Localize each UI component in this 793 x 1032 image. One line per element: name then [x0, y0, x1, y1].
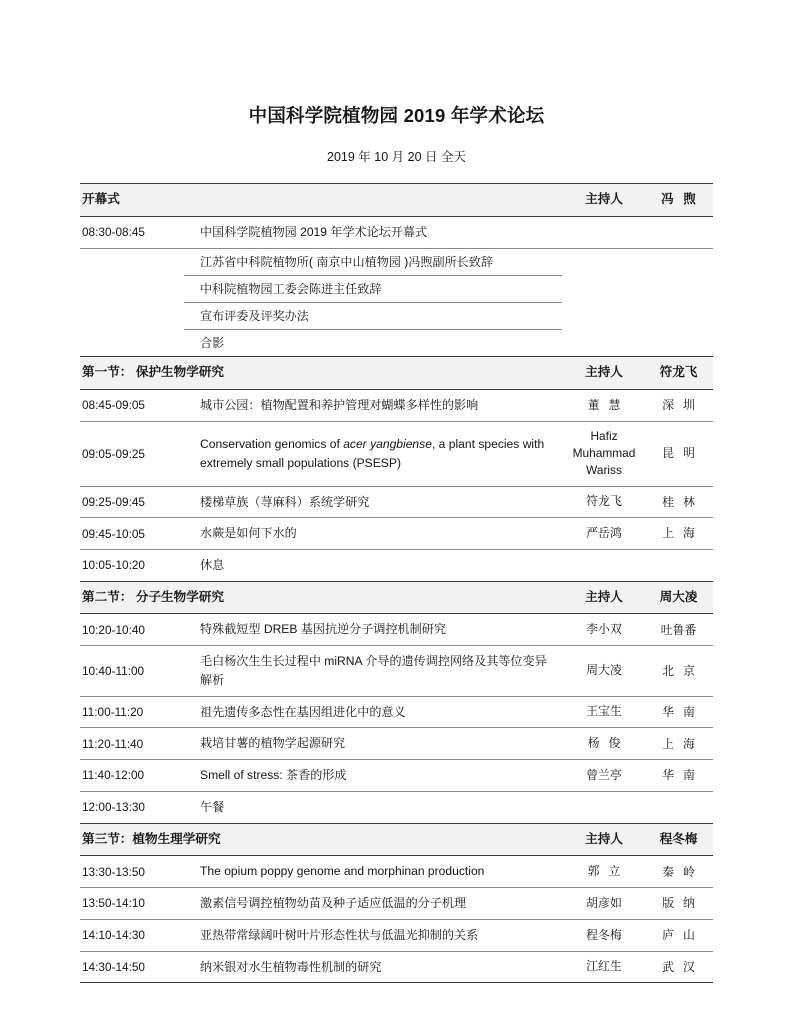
- row-place: 武汉: [646, 951, 713, 983]
- row-place: 华南: [646, 696, 713, 728]
- row-host: 李小双: [562, 614, 646, 646]
- row-host: 符龙飞: [562, 486, 646, 518]
- row-time: 14:30-14:50: [80, 951, 184, 983]
- row-topic: 中科院植物园工委会陈进主任致辞: [184, 275, 562, 302]
- agenda-row: [80, 614, 713, 646]
- agenda-row: [80, 728, 713, 760]
- section-host-label: 主持人: [562, 581, 646, 614]
- row-host: [562, 275, 646, 302]
- row-host: 郭立: [562, 856, 646, 888]
- row-time: 08:45-09:05: [80, 390, 184, 422]
- row-topic: 栽培甘薯的植物学起源研究: [184, 728, 562, 760]
- row-topic: 江苏省中科院植物所( 南京中山植物园 )冯煦副所长致辞: [184, 248, 562, 275]
- row-host: 周大凌: [562, 646, 646, 696]
- row-place: 上海: [646, 728, 713, 760]
- row-time: [80, 303, 184, 330]
- row-host: 严岳鸿: [562, 518, 646, 550]
- row-host: 程冬梅: [562, 919, 646, 951]
- row-topic: 激素信号调控植物幼苗及种子适应低温的分子机理: [184, 888, 562, 920]
- agenda-row: [80, 919, 713, 951]
- row-time: 09:05-09:25: [80, 421, 184, 486]
- section-title: 第三节：植物生理学研究: [80, 823, 562, 856]
- row-time: 10:40-11:00: [80, 646, 184, 696]
- row-host: Hafiz Muhammad Wariss: [562, 421, 646, 486]
- row-place: [646, 550, 713, 582]
- row-host: [562, 248, 646, 275]
- row-place: 秦岭: [646, 856, 713, 888]
- row-place: 吐鲁番: [646, 614, 713, 646]
- row-host: [562, 303, 646, 330]
- section-host-name: 冯煦: [646, 184, 713, 217]
- agenda-row: [80, 518, 713, 550]
- row-host: [562, 217, 646, 249]
- section-header-session-3: [80, 823, 713, 856]
- agenda-row: [80, 390, 713, 422]
- section-host-label: 主持人: [562, 823, 646, 856]
- row-host: [562, 550, 646, 582]
- agenda-subrow: [80, 330, 713, 357]
- row-host: [562, 330, 646, 357]
- row-topic: 宣布评委及评奖办法: [184, 303, 562, 330]
- agenda-body: [80, 184, 713, 983]
- agenda-row: [80, 696, 713, 728]
- agenda-subrow: [80, 275, 713, 302]
- row-place: [646, 330, 713, 357]
- row-topic: The opium poppy genome and morphinan production: [184, 856, 562, 888]
- row-place: 北京: [646, 646, 713, 696]
- row-time: 13:50-14:10: [80, 888, 184, 920]
- row-place: [646, 791, 713, 823]
- row-time: [80, 248, 184, 275]
- row-time: 13:30-13:50: [80, 856, 184, 888]
- row-place: [646, 248, 713, 275]
- row-topic: 城市公园：植物配置和养护管理对蝴蝶多样性的影响: [184, 390, 562, 422]
- agenda-row: [80, 421, 713, 486]
- section-host-name: 符龙飞: [646, 357, 713, 390]
- section-host-label: 主持人: [562, 184, 646, 217]
- row-time: 11:40-12:00: [80, 760, 184, 792]
- row-topic: Conservation genomics of acer yangbiense, a plant species with extremely small populations (PSESP): [184, 421, 562, 486]
- row-place: 桂林: [646, 486, 713, 518]
- row-topic: 休息: [184, 550, 562, 582]
- section-title: 开幕式: [80, 184, 562, 217]
- row-place: 上海: [646, 518, 713, 550]
- row-time: 12:00-13:30: [80, 791, 184, 823]
- section-title: 第二节： 分子生物学研究: [80, 581, 562, 614]
- section-header-opening: [80, 184, 713, 217]
- section-host-label: 主持人: [562, 357, 646, 390]
- row-place: 昆明: [646, 421, 713, 486]
- row-place: [646, 217, 713, 249]
- agenda-row: [80, 888, 713, 920]
- row-topic: 毛白杨次生生长过程中 miRNA 介导的遗传调控网络及其等位变异解析: [184, 646, 562, 696]
- agenda-row: [80, 550, 713, 582]
- row-host: 王宝生: [562, 696, 646, 728]
- row-topic: 亚热带常绿阔叶树叶片形态性状与低温光抑制的关系: [184, 919, 562, 951]
- row-place: 庐山: [646, 919, 713, 951]
- row-host: 曾兰亭: [562, 760, 646, 792]
- row-topic: 合影: [200, 336, 225, 351]
- row-topic: 楼梯草族（荨麻科）系统学研究: [184, 486, 562, 518]
- section-host-name: 周大凌: [646, 581, 713, 614]
- row-topic: 特殊截短型 DREB 基因抗逆分子调控机制研究: [184, 614, 562, 646]
- page-subtitle: 2019 年 10 月 20 日 全天: [327, 150, 466, 165]
- row-host: 董慧: [562, 390, 646, 422]
- row-time: 11:20-11:40: [80, 728, 184, 760]
- row-time: [80, 275, 184, 302]
- row-topic: 水蕨是如何下水的: [184, 518, 562, 550]
- row-host: [562, 791, 646, 823]
- section-header-session-2: [80, 581, 713, 614]
- row-time: 10:05-10:20: [80, 550, 184, 582]
- agenda-subrow: [80, 303, 713, 330]
- agenda-row: [80, 646, 713, 696]
- row-time: 08:30-08:45: [80, 217, 184, 249]
- agenda-subrow: [80, 248, 713, 275]
- section-host-name: 程冬梅: [646, 823, 713, 856]
- species-name: acer yangbiense: [343, 436, 432, 451]
- row-topic: Smell of stress: 茶香的形成: [184, 760, 562, 792]
- page-title: 中国科学院植物园 2019 年学术论坛: [248, 105, 545, 126]
- row-time: 11:00-11:20: [80, 696, 184, 728]
- agenda-row: [80, 217, 713, 249]
- section-title: 第一节： 保护生物学研究: [80, 357, 562, 390]
- row-place: 深圳: [646, 390, 713, 422]
- row-topic: 午餐: [184, 791, 562, 823]
- row-time: 14:10-14:30: [80, 919, 184, 951]
- section-header-session-1: [80, 357, 713, 390]
- row-host: 胡彦如: [562, 888, 646, 920]
- row-time: 09:45-10:05: [80, 518, 184, 550]
- row-place: 华南: [646, 760, 713, 792]
- row-topic: 祖先遗传多态性在基因组进化中的意义: [184, 696, 562, 728]
- row-place: [646, 303, 713, 330]
- agenda-table: [80, 183, 713, 983]
- row-topic: 中国科学院植物园 2019 年学术论坛开幕式: [184, 217, 562, 249]
- row-time: [80, 330, 184, 357]
- agenda-row: [80, 951, 713, 983]
- row-host: 杨俊: [562, 728, 646, 760]
- row-time: 09:25-09:45: [80, 486, 184, 518]
- agenda-row: [80, 791, 713, 823]
- row-place: 版纳: [646, 888, 713, 920]
- row-host: 江红生: [562, 951, 646, 983]
- row-place: [646, 275, 713, 302]
- agenda-row: [80, 856, 713, 888]
- agenda-row: [80, 760, 713, 792]
- row-topic: 纳米银对水生植物毒性机制的研究: [184, 951, 562, 983]
- agenda-row: [80, 486, 713, 518]
- row-time: 10:20-10:40: [80, 614, 184, 646]
